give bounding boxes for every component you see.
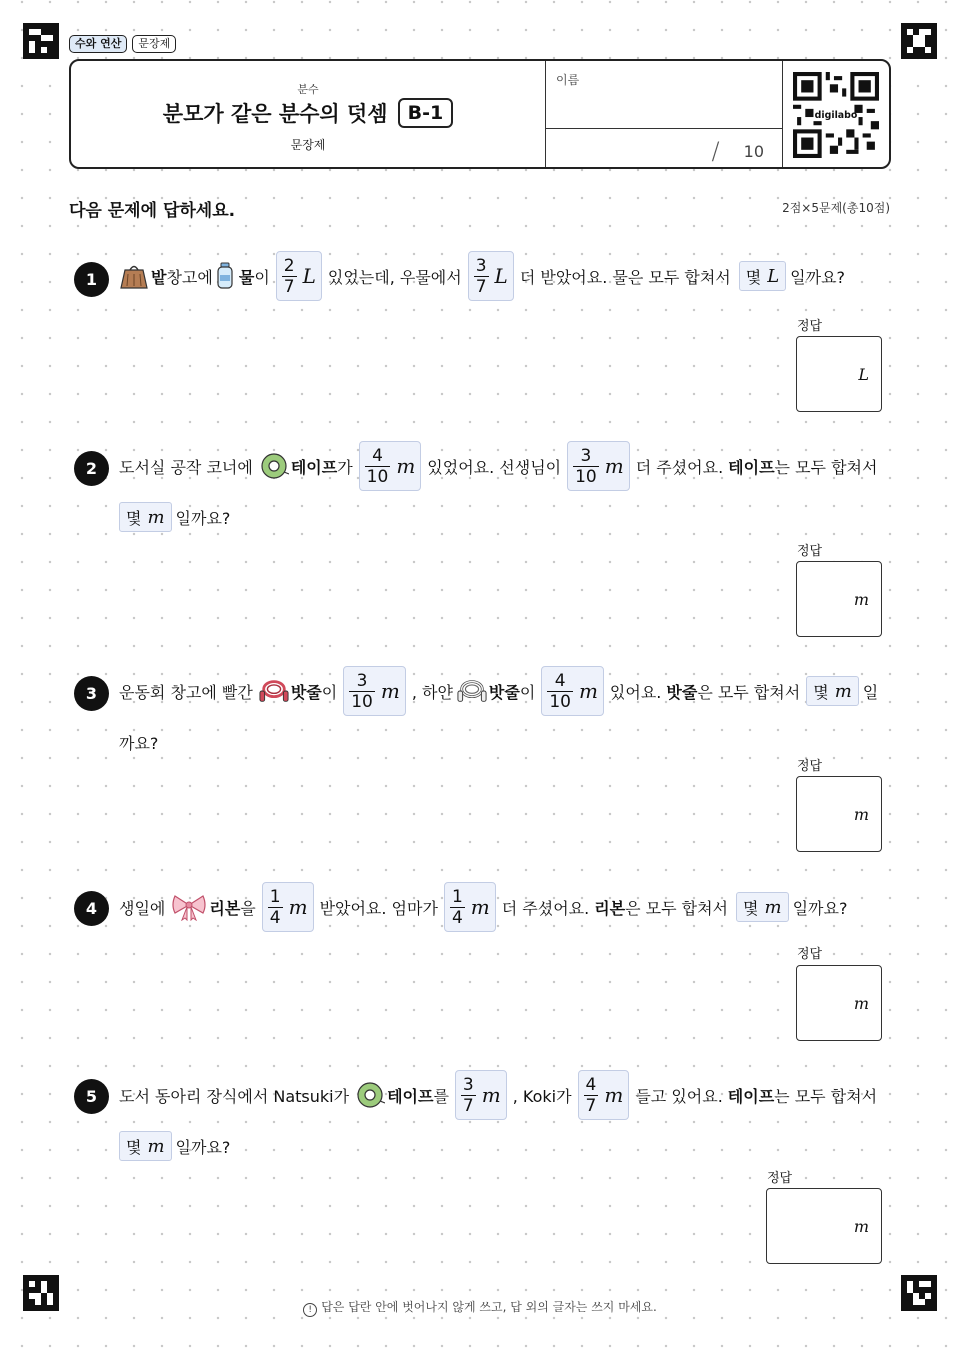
text-fragment: 이 [321, 682, 338, 702]
unit: m [578, 679, 598, 703]
bold-word: 테이프 [728, 457, 775, 477]
text-fragment: 일까요? [792, 898, 848, 918]
ask-box [739, 261, 786, 291]
header-title-row [71, 98, 545, 128]
bold-word: 물 [238, 267, 255, 287]
text-fragment: 일까요? [175, 1137, 231, 1157]
problem-text-line [119, 882, 847, 932]
footer-text: 답은 답란 안에 벗어나지 않게 쓰고, 답 외의 글자는 쓰지 마세요. [321, 1300, 657, 1314]
unit: m [470, 895, 490, 919]
fraction-box [578, 1070, 630, 1120]
text-fragment: 운동회 창고에 빨간 [119, 682, 253, 702]
text-fragment: , Koki가 [512, 1086, 572, 1106]
ask-unit: m [147, 506, 165, 528]
warning-icon: ! [303, 1303, 317, 1317]
footer-note [0, 1298, 960, 1317]
denominator: 10 [549, 691, 571, 712]
category-tag-secondary: 문장제 [132, 35, 176, 53]
level-badge: B-1 [398, 98, 454, 128]
page-title: 분모가 같은 분수의 덧셈 [162, 102, 388, 126]
fraction [450, 887, 465, 928]
problem-text-line [119, 441, 877, 491]
text-fragment: 들고 있어요. [635, 1086, 723, 1106]
problem-number: 4 [74, 891, 109, 926]
name-label: 이름 [556, 73, 580, 87]
text-fragment: 을 [240, 898, 256, 918]
score-slash: / [711, 137, 720, 165]
answer-box[interactable] [796, 776, 882, 852]
answer-box[interactable] [796, 561, 882, 637]
water-bottle-icon [213, 262, 237, 290]
text-fragment: 생일에 [119, 898, 166, 918]
fraction-box [359, 441, 422, 491]
denominator: 7 [283, 276, 295, 297]
problem-text-line-2 [119, 731, 158, 754]
answer-unit: m [853, 1217, 869, 1236]
text-fragment: 는 모두 합쳐서 [774, 1086, 878, 1106]
answer-box[interactable] [766, 1188, 882, 1264]
denominator: 7 [585, 1095, 597, 1116]
bold-word: 테이프 [727, 1086, 775, 1106]
answer-label: 정답 [797, 759, 823, 774]
fraction [474, 256, 489, 297]
text-fragment: 창고에 [166, 267, 213, 287]
denominator: 10 [351, 691, 373, 712]
numerator: 3 [580, 445, 592, 466]
problem-text-line [119, 251, 845, 301]
numerator: 3 [475, 255, 487, 276]
ask-box [119, 1131, 172, 1161]
unit: m [604, 454, 624, 478]
white-rope-icon [457, 677, 487, 705]
bold-word: 밧줄 [290, 682, 322, 702]
text-fragment: 를 [433, 1086, 449, 1106]
fraction [282, 256, 297, 297]
fraction [584, 1075, 599, 1116]
text-fragment: 까요? [119, 734, 159, 753]
name-score-divider [546, 128, 782, 129]
text-fragment: 은 모두 합쳐서 [697, 682, 801, 702]
bag-icon [119, 262, 149, 290]
bold-word: 테이프 [387, 1086, 434, 1106]
numerator: 1 [269, 886, 281, 907]
answer-box[interactable] [796, 965, 882, 1041]
instruction: 다음 문제에 답하세요. [69, 201, 236, 221]
problem-text-line-2 [119, 502, 230, 532]
numerator: 2 [283, 255, 295, 276]
fraction-box [541, 666, 604, 716]
fraction [461, 1075, 476, 1116]
denominator: 7 [462, 1095, 474, 1116]
numerator: 3 [462, 1074, 474, 1095]
text-fragment: 있어요. [609, 682, 662, 702]
qr-label: digilabo [814, 109, 858, 121]
header-type: 문장제 [290, 138, 326, 152]
text-fragment: 가 [337, 457, 353, 477]
corner-marker-top-right [901, 23, 937, 59]
text-fragment: 도서 동아리 장식에서 Natsuki가 [119, 1086, 350, 1106]
numerator: 1 [451, 886, 463, 907]
fraction [268, 887, 283, 928]
denominator: 7 [475, 276, 487, 297]
ask-word: 몇 [745, 267, 762, 287]
numerator: 4 [585, 1074, 597, 1095]
corner-marker-top-left [23, 23, 59, 59]
answer-label: 정답 [797, 947, 823, 962]
points-info: 2점×5문제(총10점) [782, 201, 890, 215]
text-fragment: 더 주셨어요. [501, 898, 590, 918]
text-fragment: 는 모두 합쳐서 [774, 457, 878, 477]
fraction [573, 446, 599, 487]
tape-icon [355, 1081, 385, 1109]
ask-unit: m [147, 1135, 165, 1157]
text-fragment: 이 [519, 682, 536, 702]
red-rope-icon [259, 677, 289, 705]
bold-word: 밧줄 [666, 682, 698, 702]
fraction-box [468, 251, 514, 301]
answer-label: 정답 [797, 544, 823, 559]
ask-unit: m [834, 680, 852, 702]
fraction-box [343, 666, 406, 716]
text-fragment: 일까요? [175, 508, 231, 528]
unit: L [302, 264, 316, 288]
fraction [349, 671, 375, 712]
text-fragment: 일 [862, 682, 879, 702]
text-fragment: 더 주셨어요. [635, 457, 724, 477]
unit: m [288, 895, 308, 919]
answer-unit: L [858, 365, 869, 384]
text-fragment: , 하얀 [411, 682, 453, 702]
fraction-box [444, 882, 496, 932]
unit: m [481, 1083, 501, 1107]
denominator: 10 [366, 466, 389, 487]
ask-unit: L [767, 265, 780, 287]
unit: m [396, 454, 416, 478]
answer-box[interactable] [796, 336, 882, 412]
answer-label: 정답 [797, 319, 823, 334]
numerator: 3 [356, 670, 368, 691]
answer-unit: m [853, 994, 869, 1013]
header-subject: 분수 [297, 83, 319, 96]
score-area [712, 137, 764, 165]
answer-unit: m [853, 805, 869, 824]
ask-word: 몇 [126, 1137, 142, 1157]
numerator: 4 [372, 445, 383, 466]
fraction [547, 671, 573, 712]
problem-text-line [119, 1070, 877, 1120]
text-fragment: 더 받았어요. 물은 모두 합쳐서 [519, 267, 731, 287]
worksheet-header [69, 59, 891, 169]
text-fragment: 은 모두 합쳐서 [625, 898, 729, 918]
bold-word: 리본 [209, 898, 241, 918]
text-fragment: 일까요? [790, 267, 846, 287]
denominator: 10 [575, 466, 597, 487]
tape-icon [259, 452, 289, 480]
unit: m [380, 679, 400, 703]
category-tags [69, 35, 176, 53]
unit: m [604, 1083, 624, 1107]
fraction-box [276, 251, 322, 301]
category-tag-primary: 수와 연산 [69, 35, 127, 53]
text-fragment: 있었어요. 선생님이 [427, 457, 562, 477]
bold-word: 밭 [151, 267, 167, 287]
text-fragment: 있었는데, 우물에서 [327, 267, 462, 287]
denominator: 4 [269, 907, 281, 928]
ask-unit: m [764, 896, 782, 918]
problem-text-line-2 [119, 1131, 230, 1161]
denominator: 4 [451, 907, 463, 928]
bold-word: 테이프 [290, 457, 338, 477]
header-title-area [71, 61, 545, 167]
fraction-box [262, 882, 314, 932]
bold-word: 밧줄 [488, 682, 520, 702]
ask-word: 몇 [126, 508, 142, 528]
text-fragment: 받았어요. 엄마가 [319, 898, 438, 918]
problem-number: 2 [74, 451, 109, 486]
ask-box [736, 892, 789, 922]
problem-number: 3 [74, 676, 109, 711]
ribbon-icon [171, 893, 207, 921]
text-fragment: 도서실 공작 코너에 [119, 457, 253, 477]
bold-word: 리본 [594, 898, 626, 918]
numerator: 4 [554, 670, 566, 691]
unit: L [494, 264, 508, 288]
problem-number: 1 [74, 262, 109, 297]
text-fragment: 이 [254, 267, 270, 287]
name-score-area [545, 61, 783, 167]
problem-text-line [119, 666, 878, 716]
fraction [365, 446, 391, 487]
ask-box [806, 676, 859, 706]
qr-code-icon [793, 72, 879, 158]
problem-number: 5 [74, 1079, 109, 1114]
answer-unit: m [853, 590, 869, 609]
ask-box [119, 502, 172, 532]
fraction-box [455, 1070, 507, 1120]
fraction-box [567, 441, 630, 491]
ask-word: 몇 [813, 682, 829, 702]
score-total: 10 [743, 141, 764, 161]
answer-label: 정답 [767, 1171, 793, 1186]
ask-word: 몇 [743, 898, 759, 918]
